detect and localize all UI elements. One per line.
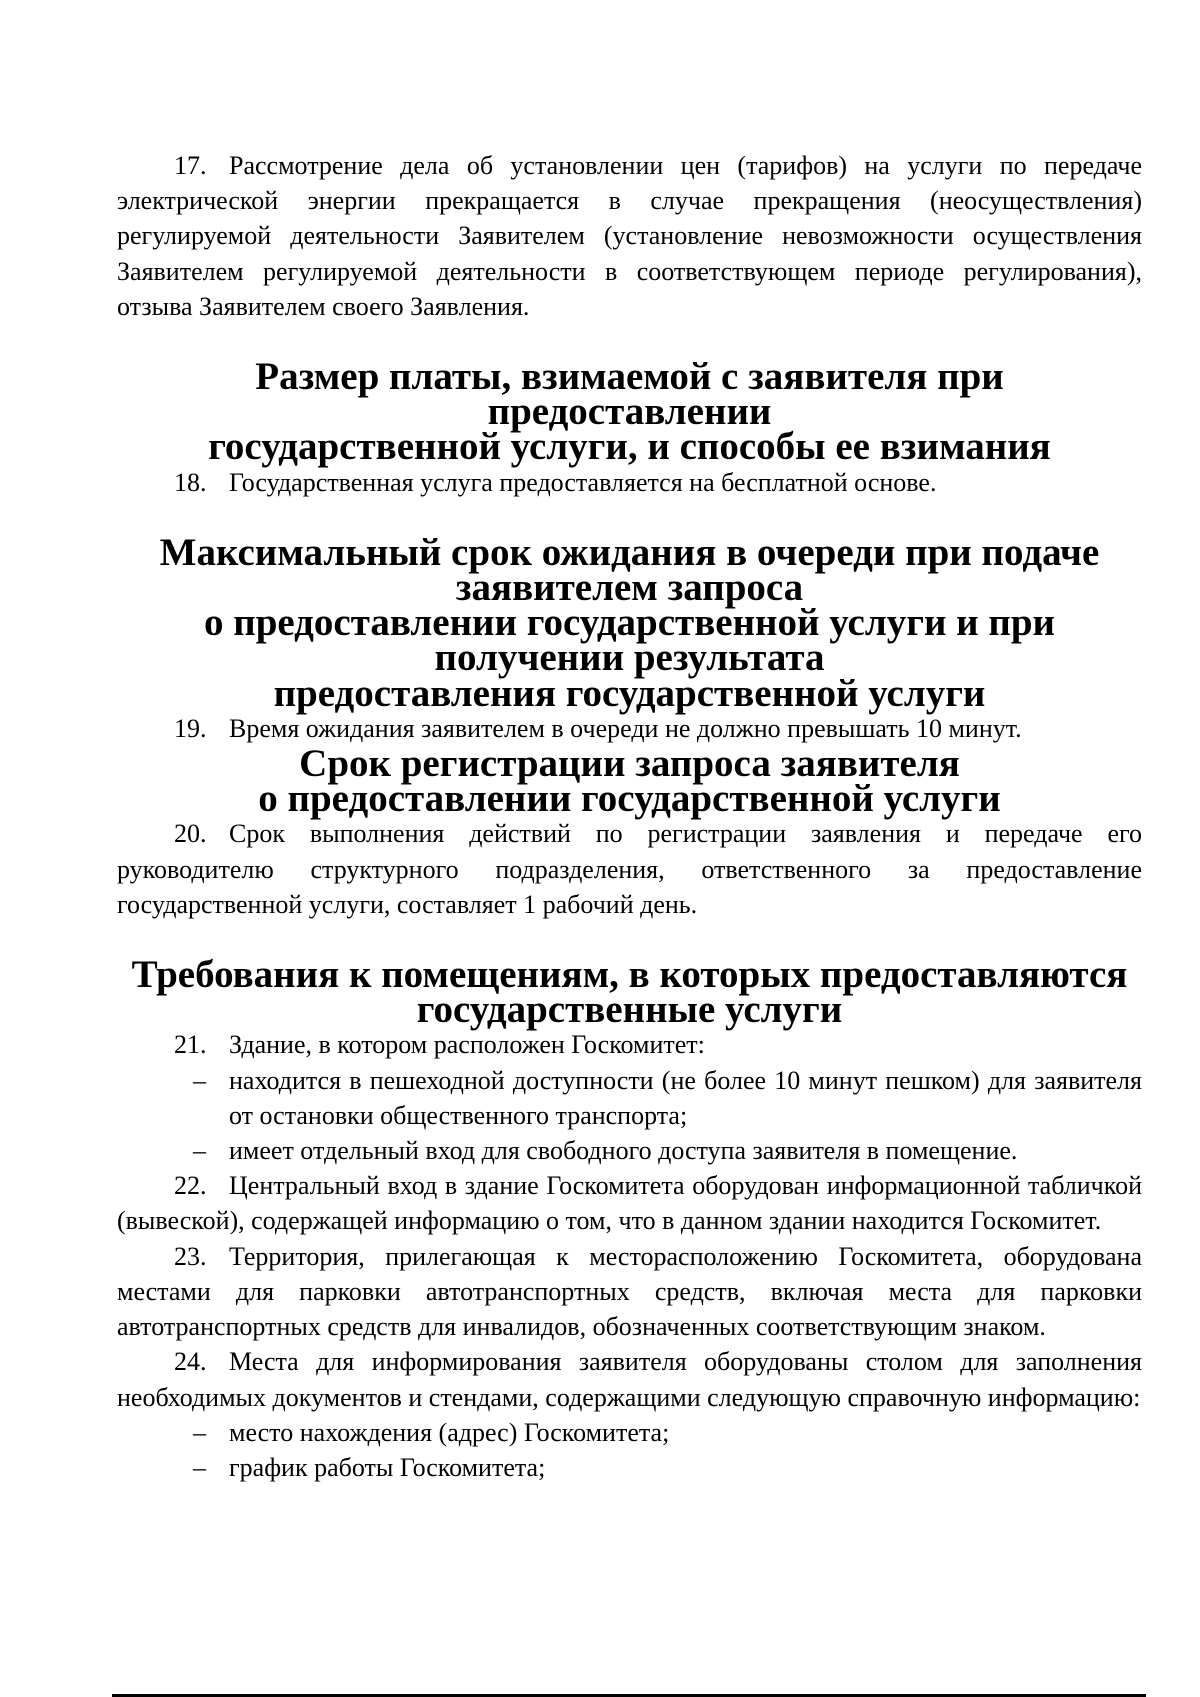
- paragraph-text: Рассмотрение дела об установлении цен (тарифов) на услуги по передаче электрической энергии прекращается в случае прекращения (неосуществления) регулируемой деятельности Заявителем (установление невозможности осуществления Заявителем регулируемой деятельности в соответствующем периоде регулирования), отзыва Заявителем своего Заявления.: [117, 151, 1142, 321]
- paragraph-text: Срок выполнения действий по регистрации заявления и передаче его руководителю структурного подразделения, ответственного за предоставление государственной услуги, составляет 1 рабочий день.: [117, 819, 1142, 919]
- heading-line: о предоставлении государственной услуги и при получении результата: [203, 601, 1056, 680]
- list-item-text: находится в пешеходной доступности (не более 10 минут пешком) для заявителя от остановки общественного транспорта;: [229, 1065, 1142, 1130]
- paragraph-text: Здание, в котором расположен Госкомитет:: [229, 1030, 705, 1060]
- paragraph-text: Время ожидания заявителем в очереди не должно превышать 10 минут.: [229, 713, 1022, 743]
- paragraph-text: Центральный вход в здание Госкомитета оборудован информационной табличкой (вывеской), содержащей информацию о том, что в данном здании находится Госкомитет.: [117, 1171, 1142, 1236]
- paragraph-24: [117, 1344, 1142, 1414]
- heading-line: государственные услуги: [416, 988, 843, 1032]
- paragraph-23: [117, 1239, 1142, 1345]
- document-page: [117, 148, 1142, 1485]
- heading-wait: [117, 530, 1142, 715]
- list-item: [117, 1450, 1142, 1485]
- paragraph-text: Территория, прилегающая к месторасположению Госкомитета, оборудована местами для парковки автотранспортных средств, включая места для парковки автотранспортных средств для инвалидов, обозначенных соответствующим знаком.: [117, 1241, 1142, 1342]
- list-item-text: имеет отдельный вход для свободного доступа заявителя в помещение.: [229, 1136, 1018, 1166]
- paragraph-18: [117, 465, 1142, 500]
- heading-registration: [117, 742, 1142, 821]
- list-item: [117, 1415, 1142, 1450]
- bullet-marker: –: [193, 1065, 206, 1095]
- bullet-marker: –: [193, 1136, 206, 1166]
- paragraph-number: 18.: [174, 467, 207, 497]
- heading-line: Максимальный срок ожидания в очереди при подаче заявителем запроса: [159, 530, 1100, 610]
- paragraph-21: [117, 1027, 1142, 1062]
- paragraph-number: 23.: [174, 1241, 207, 1271]
- paragraph-22: [117, 1168, 1142, 1238]
- paragraph-number: 19.: [174, 713, 207, 743]
- paragraph-19: [117, 711, 1142, 746]
- heading-line: Размер платы, взимаемой с заявителя при предоставлении: [255, 355, 1004, 434]
- paragraph-number: 20.: [174, 819, 207, 849]
- paragraph-17: [117, 148, 1142, 324]
- paragraph-number: 17.: [174, 151, 207, 180]
- bullet-marker: –: [193, 1417, 206, 1447]
- heading-fee: [117, 355, 1142, 469]
- paragraph-number: 21.: [174, 1030, 207, 1060]
- bullet-marker: –: [193, 1452, 206, 1482]
- heading-line: Требования к помещениям, в которых предоставляются: [131, 953, 1128, 997]
- list-item: [117, 1133, 1142, 1168]
- list-item-text: место нахождения (адрес) Госкомитета;: [229, 1417, 670, 1447]
- paragraph-text: Места для информирования заявителя оборудованы столом для заполнения необходимых документов и стендами, содержащими следующую справочную информацию:: [117, 1347, 1142, 1412]
- heading-line: государственной услуги, и способы ее взимания: [208, 425, 1051, 469]
- paragraph-number: 22.: [174, 1171, 207, 1201]
- list-item-text: график работы Госкомитета;: [229, 1452, 546, 1482]
- paragraph-text: Государственная услуга предоставляется на бесплатной основе.: [229, 467, 937, 497]
- list-item: [117, 1063, 1142, 1133]
- paragraph-number: 24.: [174, 1347, 207, 1377]
- paragraph-20: [117, 816, 1142, 922]
- heading-line: предоставления государственной услуги: [273, 671, 986, 715]
- heading-rooms: [117, 953, 1142, 1032]
- heading-line: Срок регистрации запроса заявителя: [299, 742, 960, 786]
- heading-line: о предоставлении государственной услуги: [258, 777, 1001, 821]
